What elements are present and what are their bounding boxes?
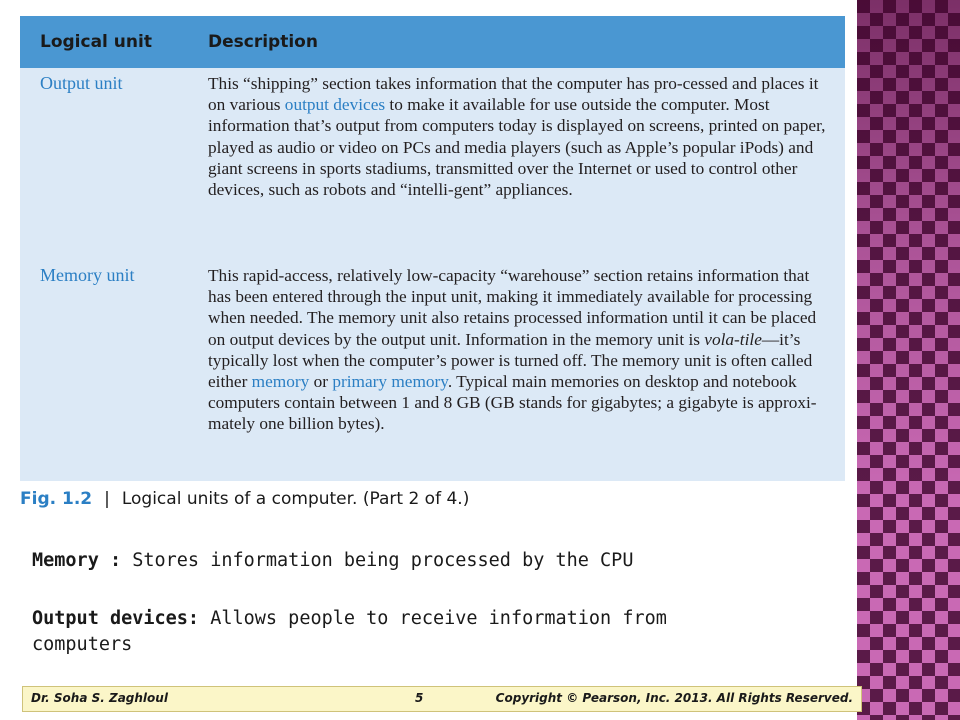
caption-text: Logical units of a computer. (Part 2 of 4.)	[121, 489, 470, 509]
desc-text: —it’s typically lost when the computer’s power is turned off. The memory unit is often called either	[208, 329, 813, 392]
unit-name: Output unit	[40, 73, 123, 93]
note-memory	[32, 548, 633, 574]
desc-text: to make it available for use outside the computer. Most information that’s output from computers today is displayed on screens, printed on paper, played as audio or video on PCs and media players (such as Apple’s popular iPods) and giant screens in sports stadiums, transmitted over the Internet or used to control other devices, such as robots and “intelli-gent” appliances.	[208, 95, 826, 200]
figure-caption	[20, 489, 845, 509]
table-header	[20, 16, 845, 68]
desc-highlight: memory	[251, 372, 310, 392]
unit-description	[208, 73, 833, 200]
desc-text: This “shipping” section takes information that the computer has pro-cessed and places it on various	[208, 74, 819, 115]
note-label: Output devices:	[32, 608, 200, 629]
unit-description	[208, 265, 833, 435]
desc-text: This rapid-access, relatively low-capacity “warehouse” section retains information that has been entered through the input unit, making it immediately available for processing when needed. The memory unit also retains processed information until it can be placed on output devices by the output unit. Information in the memory unit is	[208, 266, 817, 349]
footer-copyright: Copyright © Pearson, Inc. 2013. All Rights Reserved.	[495, 691, 853, 705]
figure-number: Fig. 1.2	[20, 489, 93, 509]
unit-name: Memory unit	[40, 265, 135, 285]
header-description: Description	[208, 32, 318, 52]
desc-text: or	[309, 372, 333, 392]
header-logical-unit: Logical unit	[40, 32, 152, 52]
note-text: Allows people to receive information from computers	[32, 608, 667, 655]
note-output-devices	[32, 606, 732, 658]
note-text: Stores information being processed by the CPU	[121, 550, 634, 571]
desc-highlight: primary memory	[332, 372, 448, 392]
note-label: Memory :	[32, 550, 122, 571]
figure-table	[20, 16, 845, 481]
desc-italic: vola-tile	[704, 329, 762, 349]
footer-page-number: 5	[415, 691, 424, 705]
desc-highlight: output devices	[284, 95, 386, 115]
decorative-pattern-shade	[857, 0, 960, 720]
desc-text: . Typical main memories on desktop and notebook computers contain between 1 and 8 GB (GB stands for gigabytes; a gigabyte is approxi-mately one billion bytes).	[208, 372, 817, 434]
footer-author: Dr. Soha S. Zaghloul	[31, 691, 168, 705]
caption-separator: |	[104, 489, 110, 509]
slide-footer	[22, 686, 862, 712]
